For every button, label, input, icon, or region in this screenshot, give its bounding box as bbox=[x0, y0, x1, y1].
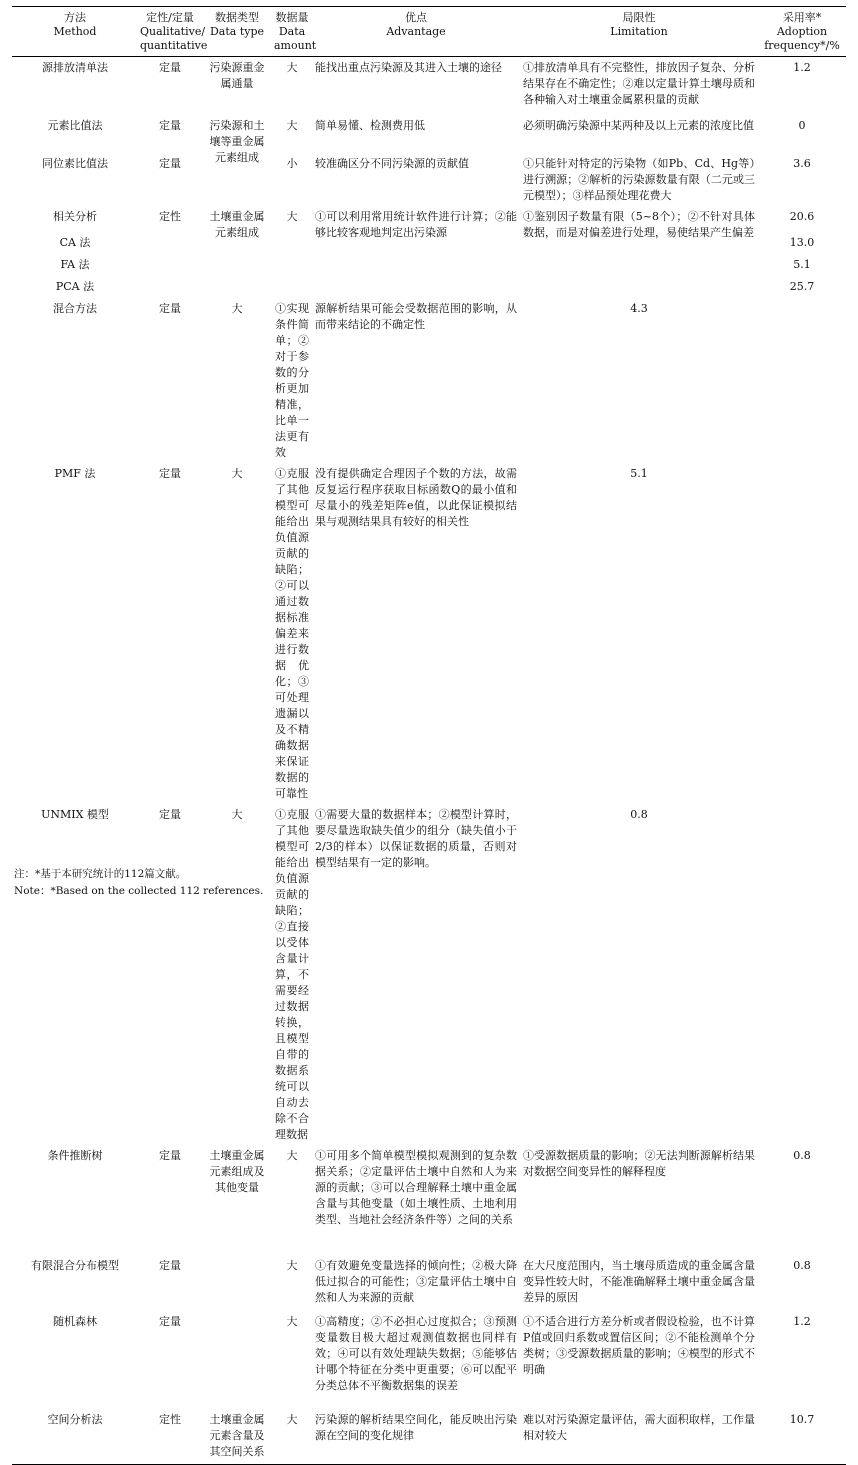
cell-method: FA 法 bbox=[60, 257, 90, 271]
cell-data-amount: 大 bbox=[286, 209, 298, 223]
cell-data-amount: 大 bbox=[286, 1258, 298, 1272]
cell-adoption-frequency: 1.2 bbox=[793, 1314, 811, 1328]
cell-data-type: 土壤重金属元素组成及其他变量 bbox=[209, 1148, 265, 1194]
table-row bbox=[12, 1311, 846, 1409]
cell-adoption-frequency: 4.3 bbox=[630, 301, 648, 315]
table-row bbox=[12, 115, 846, 153]
cell-method: 元素比值法 bbox=[47, 118, 103, 132]
cell-advantage: 能找出重点污染源及其进入土壤的途径 bbox=[315, 61, 502, 74]
cell-data-type: 土壤重金属元素组成 bbox=[209, 209, 265, 239]
cell-method: PCA 法 bbox=[55, 279, 95, 293]
cell-data-amount: 大 bbox=[231, 301, 243, 315]
cell-limitation: ①只能针对特定的污染物（如Pb、Cd、Hg等）进行溯源；②解析的污染源数量有限（二元或三元模型）；③样品预处理花费大 bbox=[523, 156, 755, 202]
cell-method: 相关分析 bbox=[53, 209, 97, 223]
cell-qualitative: 定量 bbox=[159, 1314, 181, 1328]
cell-data-amount: 大 bbox=[286, 1148, 298, 1162]
cell-data-amount: 大 bbox=[286, 118, 298, 132]
header-adoption-frequency: 采用率* Adoption frequency*/% bbox=[764, 11, 840, 52]
note-chinese: 注：*基于本研究统计的112篇文献。 bbox=[14, 868, 187, 880]
cell-qualitative: 定性 bbox=[159, 1412, 181, 1426]
cell-adoption-frequency: 25.7 bbox=[789, 279, 815, 293]
header-limitation: 局限性 Limitation bbox=[610, 11, 668, 38]
cell-limitation: ①需要大量的数据样本；②模型计算时，要尽量选取缺失值少的组分（缺失值小于2/3的样本）以保证数据的质量，否则对模型结果有一定的影响。 bbox=[315, 807, 517, 869]
cell-qualitative: 定性 bbox=[159, 209, 181, 223]
cell-method: 随机森林 bbox=[53, 1314, 97, 1328]
cell-advantage: ①克服了其他模型可能给出负值源贡献的缺陷；②直接以受体含量计算，不需要经过数据转换，且模型自带的数据系统可以自动去除不合理数据 bbox=[275, 807, 309, 1141]
cell-adoption-frequency: 0 bbox=[798, 118, 806, 132]
cell-qualitative: 定量 bbox=[159, 156, 181, 170]
table-row bbox=[12, 804, 846, 1145]
cell-data-amount: 大 bbox=[231, 466, 243, 480]
cell-data-type: 土壤重金属元素含量及其空间关系 bbox=[209, 1412, 265, 1458]
cell-data-amount: 大 bbox=[286, 61, 298, 74]
cell-advantage: 较准确区分不同污染源的贡献值 bbox=[315, 156, 469, 170]
cell-advantage: ①可以利用常用统计软件进行计算；②能够比较客观地判定出污染源 bbox=[315, 209, 517, 239]
cell-method: 源排放清单法 bbox=[42, 61, 108, 74]
cell-limitation: 难以对污染源定量评估，需大面积取样，工作量相对较大 bbox=[523, 1412, 755, 1442]
cell-advantage: ①高精度；②不必担心过度拟合；③预测变量数目极大超过观测值数据也同样有效；④可以有效处理缺失数据；⑤能够估计哪个特征在分类中更重要；⑥可以配平分类总体不平衡数据集的误差 bbox=[315, 1314, 517, 1392]
cell-advantage: ①克服了其他模型可能给出负值源贡献的缺陷；②可以通过数据标准偏差来进行数据优化；③可处理遗漏以及不精确数据来保证数据的可靠性 bbox=[275, 466, 309, 800]
cell-qualitative: 定量 bbox=[159, 466, 181, 480]
cell-adoption-frequency: 5.1 bbox=[793, 257, 811, 271]
table-row bbox=[12, 463, 846, 804]
table-row bbox=[12, 1409, 846, 1465]
header-qualitative: 定性/定量 Qualitative/ quantitative bbox=[140, 11, 208, 52]
table-row bbox=[12, 298, 846, 463]
cell-limitation: ①排放清单具有不完整性，排放因子复杂、分析结果存在不确定性；②难以定量计算土壤母质和各种输入对土壤重金属累积量的贡献 bbox=[523, 61, 755, 106]
cell-data-type: 污染源重金属通量 bbox=[209, 61, 265, 90]
header-row bbox=[12, 7, 846, 57]
cell-advantage: ①实现条件简单；②对于参数的分析更加精准，比单一法更有效 bbox=[275, 301, 309, 459]
cell-method: 条件推断树 bbox=[47, 1148, 103, 1162]
cell-advantage: ①有效避免变量选择的倾向性；②极大降低过拟合的可能性；③定量评估土壤中自然和人为来源的贡献 bbox=[315, 1258, 517, 1304]
cell-adoption-frequency: 10.7 bbox=[789, 1412, 815, 1426]
cell-method: UNMIX 模型 bbox=[41, 807, 109, 821]
table-notes bbox=[14, 866, 263, 900]
header-method: 方法 Method bbox=[53, 11, 97, 38]
cell-adoption-frequency: 1.2 bbox=[793, 61, 811, 74]
cell-limitation: ①鉴别因子数量有限（5~8个）；②不针对具体数据，而是对偏差进行处理，易使结果产生偏差 bbox=[523, 209, 755, 239]
cell-data-amount: 大 bbox=[231, 807, 243, 821]
cell-method: PMF 法 bbox=[54, 466, 96, 480]
table-row bbox=[12, 1255, 846, 1311]
cell-limitation: 必须明确污染源中某两种及以上元素的浓度比值 bbox=[523, 118, 754, 132]
cell-qualitative: 定量 bbox=[159, 61, 181, 74]
cell-method: 有限混合分布模型 bbox=[31, 1258, 119, 1272]
cell-qualitative: 定量 bbox=[159, 807, 181, 821]
table-row bbox=[12, 153, 846, 206]
cell-data-type: 污染源和土壤等重金属元素组成 bbox=[209, 118, 265, 164]
cell-qualitative: 定量 bbox=[159, 118, 181, 132]
cell-adoption-frequency: 20.6 bbox=[789, 209, 815, 223]
cell-advantage: 污染源的解析结果空间化，能反映出污染源在空间的变化规律 bbox=[315, 1412, 517, 1442]
cell-advantage: 简单易懂、检测费用低 bbox=[315, 118, 425, 132]
cell-method: CA 法 bbox=[59, 235, 91, 249]
cell-adoption-frequency: 13.0 bbox=[789, 235, 815, 249]
header-data-type: 数据类型 Data type bbox=[209, 11, 265, 38]
cell-method: 混合方法 bbox=[53, 301, 97, 315]
table-row bbox=[12, 1145, 846, 1255]
table-row bbox=[12, 206, 846, 232]
cell-adoption-frequency: 0.8 bbox=[793, 1148, 811, 1162]
cell-limitation: 在大尺度范围内，当土壤母质造成的重金属含量变异性较大时，不能准确解释土壤中重金属含量差异的原因 bbox=[523, 1258, 755, 1304]
header-advantage: 优点 Advantage bbox=[386, 11, 446, 38]
cell-qualitative: 定量 bbox=[159, 301, 181, 315]
cell-qualitative: 定量 bbox=[159, 1258, 181, 1272]
cell-data-amount: 大 bbox=[286, 1412, 298, 1426]
note-english: Note：*Based on the collected 112 references. bbox=[14, 885, 264, 897]
cell-data-amount: 大 bbox=[286, 1314, 298, 1328]
table-row bbox=[12, 57, 846, 115]
cell-qualitative: 定量 bbox=[159, 1148, 181, 1162]
cell-adoption-frequency: 0.8 bbox=[793, 1258, 811, 1272]
cell-limitation: 没有提供确定合理因子个数的方法，故需反复运行程序获取目标函数Q的最小值和尽量小的残差矩阵e值，以此保证模拟结果与观测结果具有较好的相关性 bbox=[315, 466, 517, 528]
cell-adoption-frequency: 0.8 bbox=[630, 807, 648, 821]
cell-adoption-frequency: 3.6 bbox=[793, 156, 811, 170]
cell-adoption-frequency: 5.1 bbox=[630, 466, 648, 480]
source-apportionment-methods-table bbox=[12, 6, 846, 1465]
cell-method: 空间分析法 bbox=[47, 1412, 103, 1426]
header-data-amount: 数据量 Data amount bbox=[274, 11, 317, 52]
cell-method: 同位素比值法 bbox=[42, 156, 108, 170]
cell-limitation: ①不适合进行方差分析或者假设检验，也不计算P值或回归系数或置信区间；②不能检测单个分类树；③受源数据质量的影响；④模型的形式不明确 bbox=[523, 1314, 755, 1376]
cell-limitation: ①受源数据质量的影响；②无法判断源解析结果对数据空间变异性的解释程度 bbox=[523, 1148, 755, 1178]
cell-limitation: 源解析结果可能会受数据范围的影响，从而带来结论的不确定性 bbox=[315, 301, 517, 331]
table-body bbox=[12, 57, 846, 1465]
cell-data-amount: 小 bbox=[286, 156, 298, 170]
cell-advantage: ①可用多个简单模型模拟观测到的复杂数据关系；②定量评估土壤中自然和人为来源的贡献；③可以合理解释土壤中重金属含量与其他变量（如土壤性质、土地利用类型、当地社会经济条件等）之间的关系 bbox=[315, 1148, 517, 1226]
